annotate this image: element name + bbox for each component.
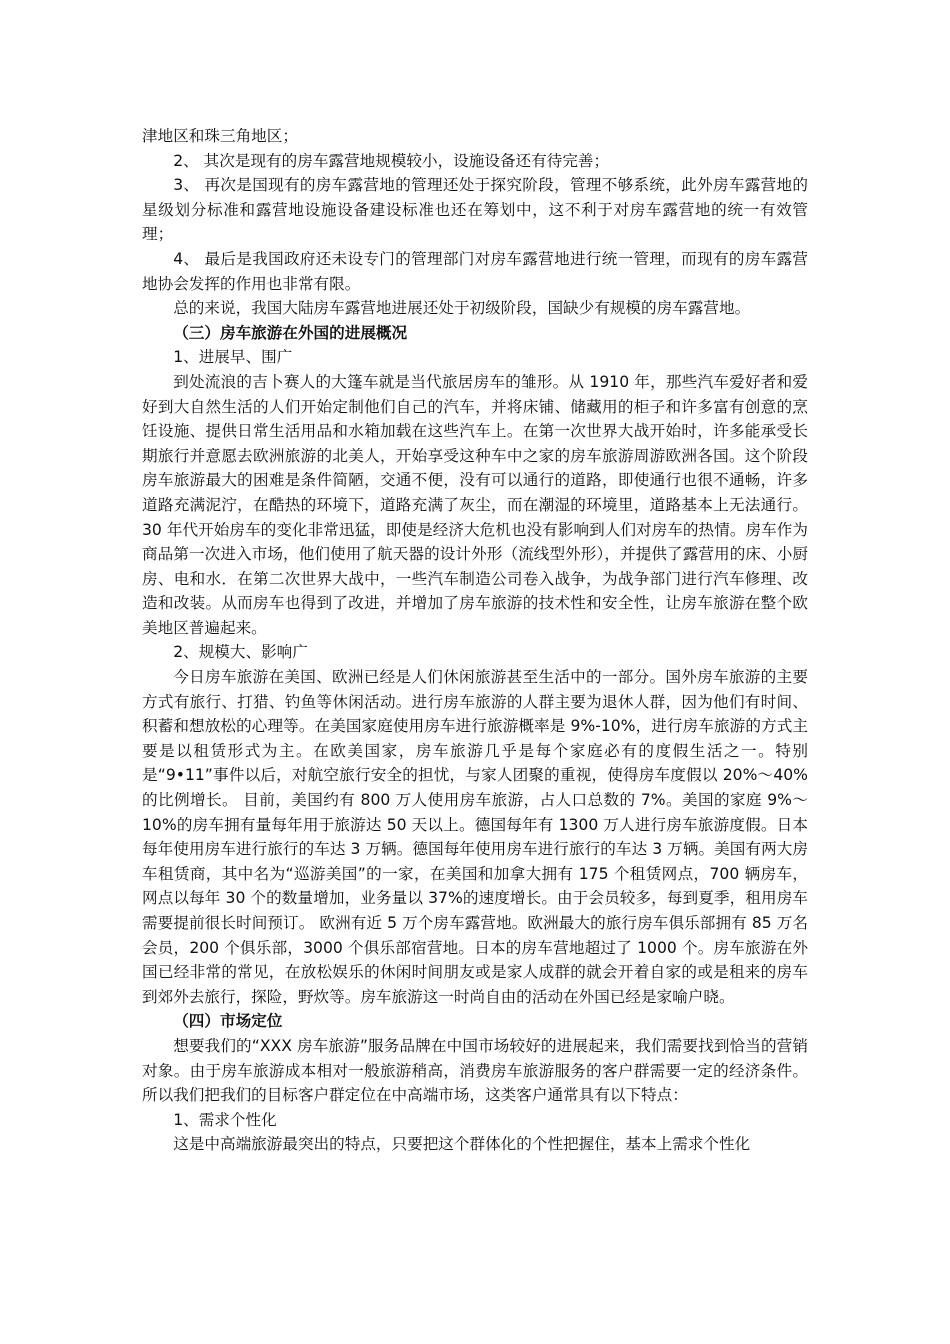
document-page xyxy=(142,124,808,1157)
paragraph-history: 到处流浪的吉卜赛人的大篷车就是当代旅居房车的雏形。从 1910 年，那些汽车爱好者和爱好到大自然生活的人们开始定制他们自己的汽车，并将床铺、储藏用的柜子和许多富有创意的烹饪设施、提供日常生活用品和水箱加载在这些汽车上。在第一次世界大战开始时，许多能承受长期旅行并意愿去欧洲旅游的北美人，开始享受这种车中之家的房车旅游周游欧洲各国。这个阶段房车旅游最大的困难是条件简陋，交通不便，没有可以通行的道路，即使通行也很不通畅，许多道路充满泥泞，在酷热的环境下，道路充满了灰尘，而在潮湿的环境里，道路基本上无法通行。30 年代开始房车的变化非常迅猛，即使是经济大危机也没有影响到人们对房车的热情。房车作为商品第一次进入市场，他们使用了航天器的设计外形（流线型外形），并提供了露营用的床、小厨房、电和水．在第二次世界大战中，一些汽车制造公司卷入战争，为战争部门进行汽车修理、改造和改装。从而房车也得到了改进，并增加了房车旅游的技术性和安全性，让房车旅游在整个欧美地区普遍起来。 xyxy=(142,372,808,637)
paragraph-region-summary-end: 津地区和珠三角地区； xyxy=(142,127,298,145)
paragraph-current-status: 今日房车旅游在美国、欧洲已经是人们休闲旅游甚至生活中的一部分。国外房车旅游的主要方式有旅行、打猎、钓鱼等休闲活动。进行房车旅游的人群主要为退休人群，因为他们有时间、积蓄和想放松的心理等。在美国家庭使用房车进行旅游概率是 9%-10%，进行房车旅游的方式主要是以租赁形式为主。在欧美国家，房车旅游几乎是每个家庭必有的度假生活之一。特别是“9•11”事件以后，对航空旅行安全的担忧，与家人团聚的重视，使得房车度假以 20%～40%的比例增长。 目前，美国约有 800 万人使用房车旅游，占人口总数的 7%。美国的家庭 9%～10%的房车拥有量每年用于旅游达 50 天以上。德国每年有 1300 万人进行房车旅游度假。日本每年使用房车进行旅行的车达 3 万辆。德国每年使用房车进行旅行的车达 3 万辆。美国有两大房车租赁商，其中名为“巡游美国”的一家，在美国和加拿大拥有 175 个租赁网点，700 辆房车，网点以每年 30 个的数量增加，业务量以 37%的速度增长。由于会员较多，每到夏季，租用房车需要提前很长时间预订。 欧洲有近 5 万个房车露营地。欧洲最大的旅行房车俱乐部拥有 85 万名会员，200 个俱乐部，3000 个俱乐部宿营地。日本的房车营地超过了 1000 个。房车旅游在外国已经非常的常见，在放松娱乐的休闲时间朋友或是家人成群的就会开着自家的或是租来的房车到郊外去旅行，探险，野炊等。房车旅游这一时尚自由的活动在外国已经是家喻户晓。 xyxy=(142,668,808,1006)
paragraph-problem-4: 4、 最后是我国政府还未设专门的管理部门对房车露营地进行统一管理，而现有的房车露营地协会发挥的作用也非常有限。 xyxy=(142,249,808,293)
subheading-early-wide: 1、进展早、围广 xyxy=(173,348,293,367)
section-heading-market-positioning: （四）市场定位 xyxy=(173,1012,283,1031)
paragraph-summary: 总的来说，我国大陆房车露营地进展还处于初级阶段，国缺少有规模的房车露营地。 xyxy=(173,299,751,318)
paragraph-problem-3: 3、 再次是国现有的房车露营地的管理还处于探究阶段，管理不够系统，此外房车露营地的星级划分标准和露营地设施设备建设标准也还在筹划中，这不利于对房车露营地的统一有效管理； xyxy=(142,176,808,244)
subheading-large-scale: 2、规模大、影响广 xyxy=(173,643,308,662)
paragraph-problem-2: 2、 其次是现有的房车露营地规模较小，设施设备还有待完善； xyxy=(173,151,610,170)
paragraph-target-market: 想要我们的“XXX 房车旅游”服务品牌在中国市场较好的进展起来，我们需要找到恰当的营销对象。由于房车旅游成本相对一般旅游稍高，消费房车旅游服务的客户群需要一定的经济条件。所以我们把我们的目标客户群定位在中高端市场，这类客户通常具有以下特点： xyxy=(142,1036,808,1105)
paragraph-personalized-demand: 这是中高端旅游最突出的特点，只要把这个群体化的个性把握住，基本上需求个性化 xyxy=(173,1135,751,1154)
subheading-personalized-demand: 1、需求个性化 xyxy=(173,1110,277,1129)
section-heading-foreign-development: （三）房车旅游在外国的进展概况 xyxy=(173,323,408,342)
